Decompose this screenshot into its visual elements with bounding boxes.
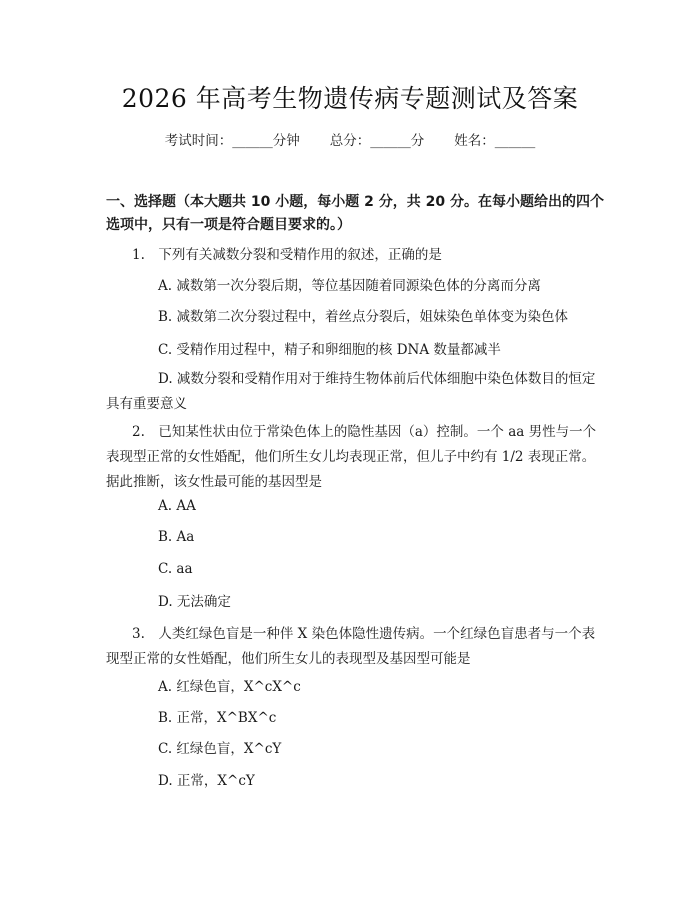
question-3-option-c: C. 红绿色盲，X^cY: [158, 741, 282, 757]
section-heading: 一、选择题（本大题共 10 小题，每小题 2 分，共 20 分。在每小题给出的四个选项中，只有一项是符合题目要求的。）: [106, 194, 604, 233]
document-title: 2026 年高考生物遗传病专题测试及答案: [121, 84, 579, 113]
question-1-stem: 1. 下列有关减数分裂和受精作用的叙述，正确的是: [132, 247, 442, 263]
question-2-stem: 2. 已知某性状由位于常染色体上的隐性基因（a）控制。一个 aa 男性与一个表现型正常的女性婚配，他们所生女儿均表现正常，但儿子中约有 1/2 表现正常。据此推断，该女性最可能的基因型是: [106, 424, 597, 490]
question-1-option-a: A. 减数第一次分裂后期，等位基因随着同源染色体的分离而分离: [158, 278, 541, 294]
question-3-stem: 3. 人类红绿色盲是一种伴 X 染色体隐性遗传病。一个红绿色盲患者与一个表现型正常的女性婚配，他们所生女儿的表现型及基因型可能是: [106, 626, 596, 667]
question-1-option-d: D. 减数分裂和受精作用对于维持生物体前后代体细胞中染色体数目的恒定具有重要意义: [106, 371, 596, 412]
exam-time-field: 考试时间：______分钟: [164, 133, 300, 149]
question-3-option-a: A. 红绿色盲，X^cX^c: [158, 679, 301, 695]
question-3-option-b: B. 正常，X^BX^c: [158, 710, 277, 726]
question-1-option-c: C. 受精作用过程中，精子和卵细胞的核 DNA 数量都减半: [158, 342, 501, 358]
question-3-option-d: D. 正常，X^cY: [158, 773, 255, 789]
question-2-option-c: C. aa: [158, 561, 193, 577]
question-2-option-a: A. AA: [158, 498, 196, 514]
total-score-field: 总分：______分: [329, 133, 425, 149]
question-1-option-b: B. 减数第二次分裂过程中，着丝点分裂后，姐妹染色单体变为染色体: [158, 309, 569, 325]
exam-meta-line: [0, 131, 700, 151]
question-2-option-d: D. 无法确定: [158, 594, 231, 610]
student-name-field: 姓名：______: [454, 133, 536, 149]
question-2-option-b: B. Aa: [158, 529, 195, 545]
